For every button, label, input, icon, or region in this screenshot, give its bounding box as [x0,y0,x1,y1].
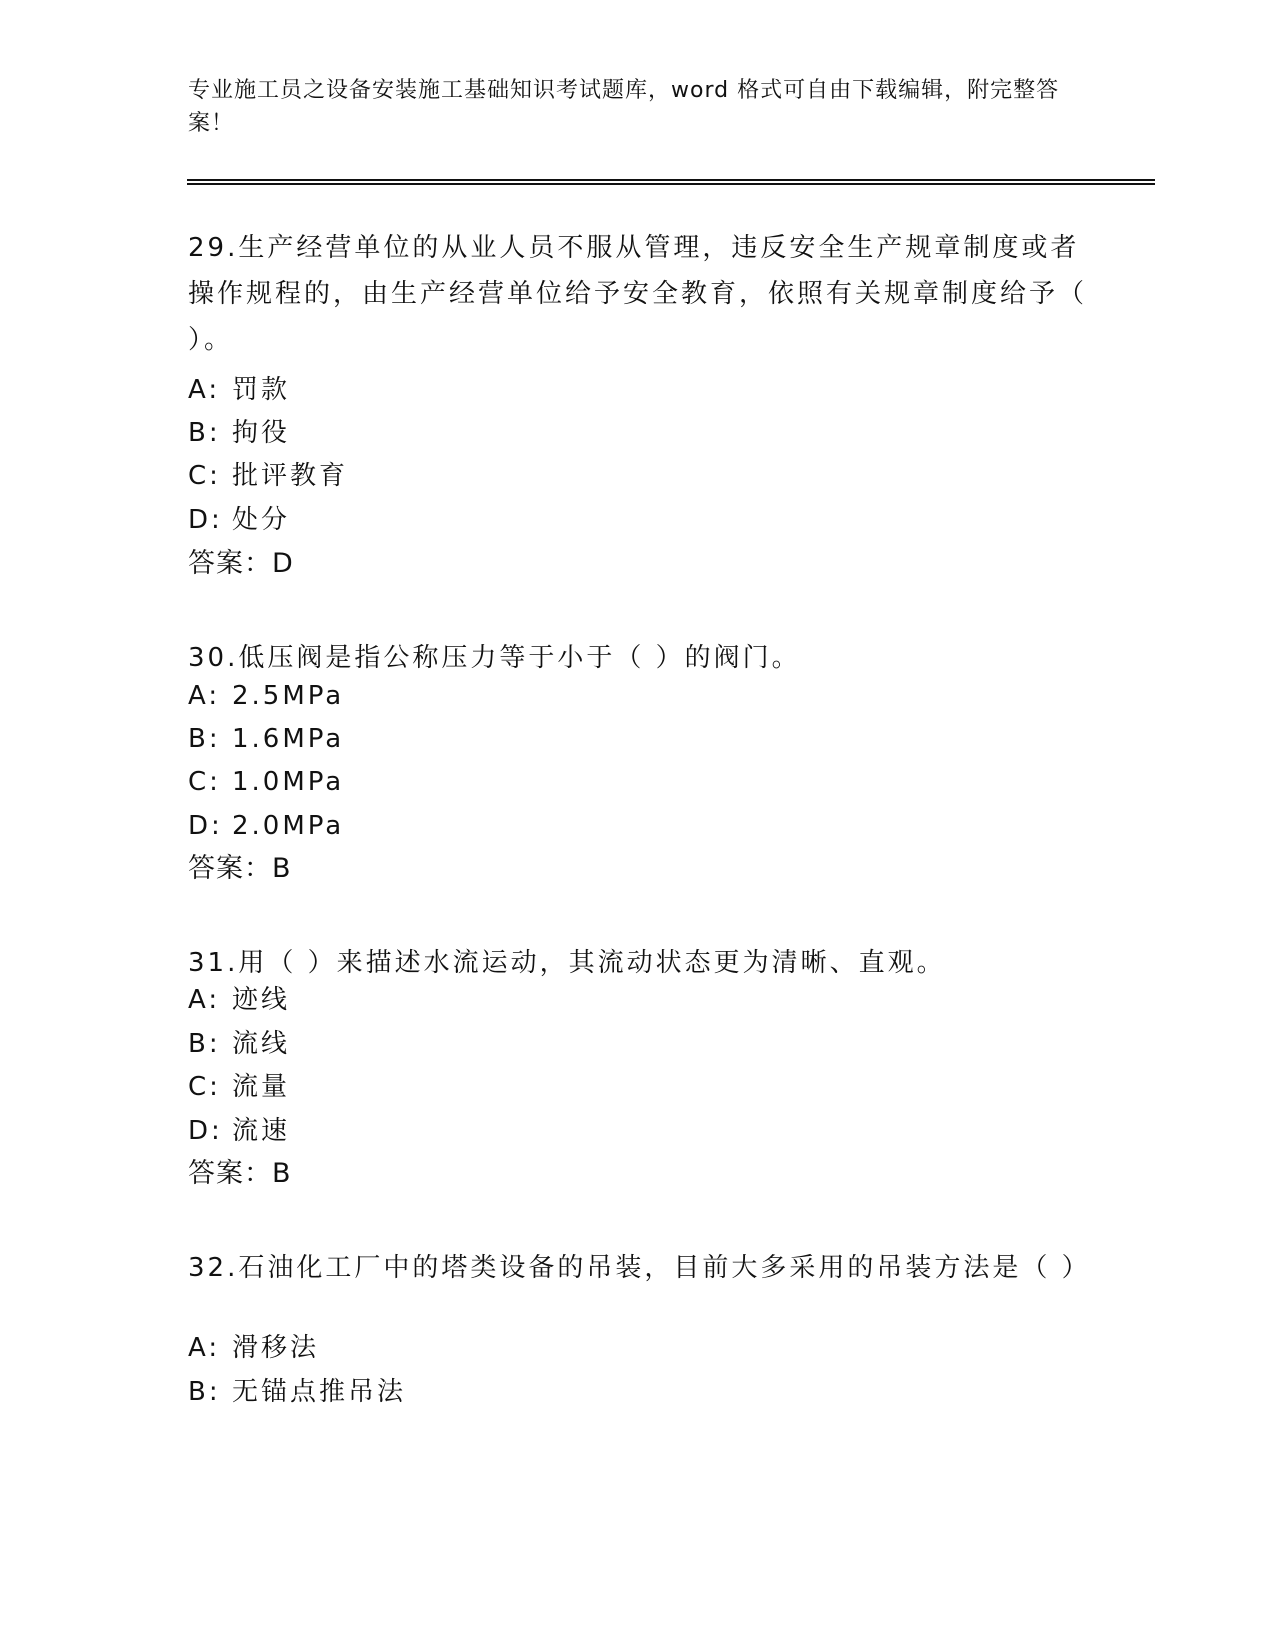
option-text: 拘役 [232,418,291,448]
question-29-option-d [188,503,290,537]
option-letter: C: [188,461,221,491]
option-letter: C: [188,767,221,797]
option-text: 处分 [232,505,291,535]
header-double-rule [187,179,1155,185]
option-letter: A: [188,1333,221,1363]
question-31-option-d [188,1114,290,1148]
option-text: 2.5MPa [232,681,345,711]
question-31-option-c [188,1070,290,1104]
question-30-option-d [188,809,344,843]
option-text: 流量 [232,1072,291,1102]
question-32-option-a [188,1331,319,1365]
question-30-option-c [188,765,344,799]
option-text: 滑移法 [232,1333,320,1363]
option-letter: B: [188,1029,221,1059]
option-text: 无锚点推吊法 [232,1377,407,1407]
question-29-option-b [188,416,290,450]
question-29-text: 29.生产经营单位的从业人员不服从管理，违反安全生产规章制度或者操作规程的，由生产经营单位给予安全教育，依照有关规章制度给予（ ）。 [188,233,1088,355]
question-32-option-b [188,1375,406,1409]
question-31-text: 31.用（ ）来描述水流运动，其流动状态更为清晰、直观。 [188,948,946,978]
question-32-text: 32.石油化工厂中的塔类设备的吊装，目前大多采用的吊装方法是（ ） [188,1253,1091,1283]
option-text: 2.0MPa [232,811,345,841]
question-30-option-b [188,722,344,756]
option-text: 流线 [232,1029,291,1059]
option-letter: A: [188,985,221,1015]
option-letter: D: [188,505,223,535]
question-31-answer: 答案：B [188,1158,292,1189]
option-letter: B: [188,418,221,448]
question-29-option-a [188,373,290,407]
question-29-option-c [188,459,348,493]
option-text: 罚款 [232,375,291,405]
option-text: 1.6MPa [232,724,345,754]
option-text: 批评教育 [232,461,349,491]
question-29-answer: 答案：D [188,548,294,579]
question-30-option-a [188,679,344,713]
option-letter: D: [188,811,223,841]
option-text: 1.0MPa [232,767,345,797]
document-header: 专业施工员之设备安装施工基础知识考试题库，word 格式可自由下载编辑，附完整答案！ [188,78,1060,136]
option-letter: B: [188,724,221,754]
question-30-text: 30.低压阀是指公称压力等于小于（ ）的阀门。 [188,643,801,673]
option-text: 迹线 [232,985,291,1015]
option-letter: C: [188,1072,221,1102]
option-letter: B: [188,1377,221,1407]
option-letter: A: [188,681,221,711]
option-text: 流速 [232,1116,291,1146]
question-31-option-a [188,983,290,1017]
option-letter: A: [188,375,221,405]
option-letter: D: [188,1116,223,1146]
question-30-answer: 答案：B [188,853,292,884]
question-31-option-b [188,1027,290,1061]
